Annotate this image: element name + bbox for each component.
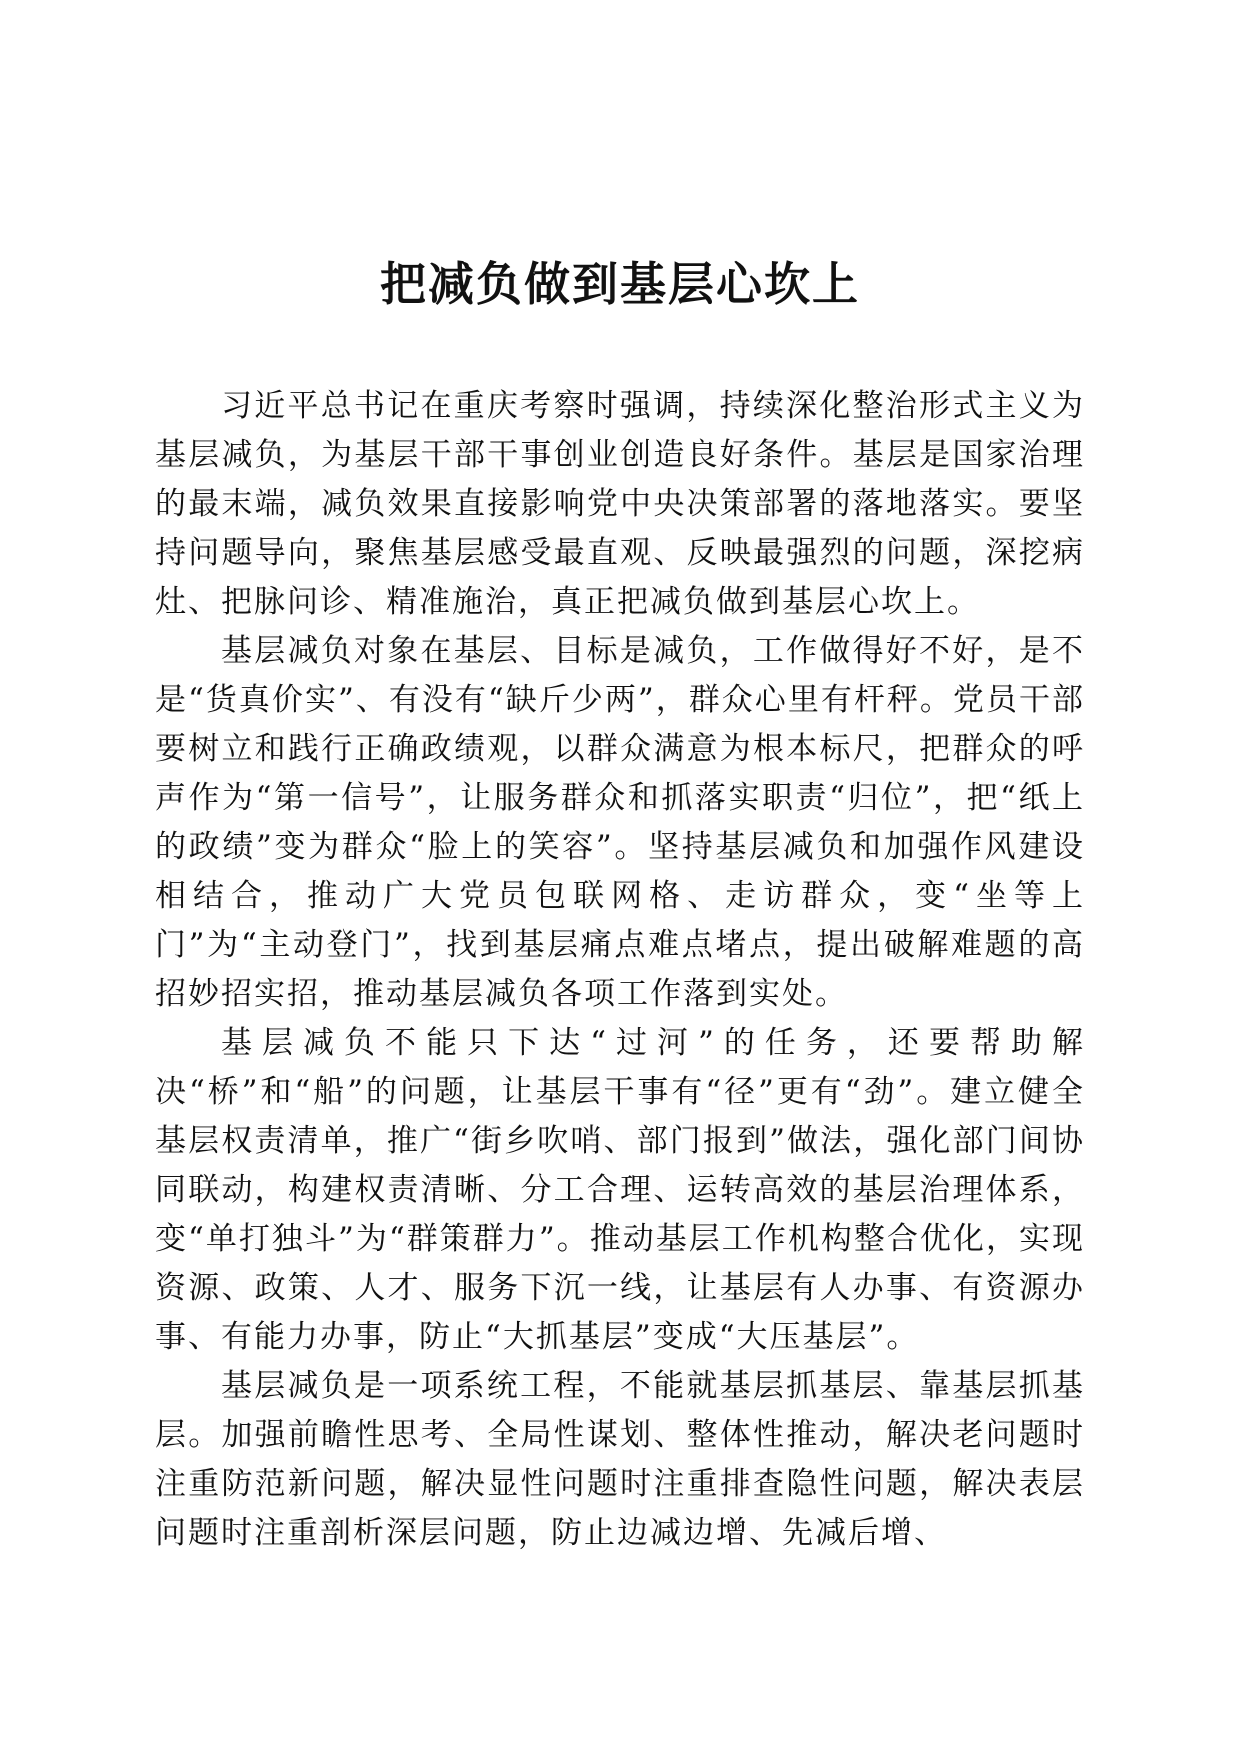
document-title: 把减负做到基层心坎上 (380, 257, 860, 311)
paragraph-4: 基层减负是一项系统工程，不能就基层抓基层、靠基层抓基层。加强前瞻性思考、全局性谋划、整体性推动，解决老问题时注重防范新问题，解决显性问题时注重排查隐性问题，解决表层问题时注重剖析深层问题，防止边减边增、先减后增、 (155, 1368, 1085, 1551)
paragraph-1: 习近平总书记在重庆考察时强调，持续深化整治形式主义为基层减负，为基层干部干事创业创造良好条件。基层是国家治理的最末端，减负效果直接影响党中央决策部署的落地落实。要坚持问题导向，聚焦基层感受最直观、反映最强烈的问题，深挖病灶、把脉问诊、精准施治，真正把减负做到基层心坎上。 (155, 388, 1085, 620)
paragraph-3: 基层减负不能只下达“过河”的任务，还要帮助解决“桥”和“船”的问题，让基层干事有“径”更有“劲”。建立健全基层权责清单，推广“街乡吹哨、部门报到”做法，强化部门间协同联动，构建权责清晰、分工合理、运转高效的基层治理体系，变“单打独斗”为“群策群力”。推动基层工作机构整合优化，实现资源、政策、人才、服务下沉一线，让基层有人办事、有资源办事、有能力办事，防止“大抓基层”变成“大压基层”。 (155, 1025, 1085, 1355)
document-body (155, 382, 1085, 1558)
paragraph-2: 基层减负对象在基层、目标是减负，工作做得好不好，是不是“货真价实”、有没有“缺斤少两”，群众心里有杆秤。党员干部要树立和践行正确政绩观，以群众满意为根本标尺，把群众的呼声作为“第一信号”，让服务群众和抓落实职责“归位”，把“纸上的政绩”变为群众“脸上的笑容”。坚持基层减负和加强作风建设相结合，推动广大党员包联网格、走访群众，变“坐等上门”为“主动登门”，找到基层痛点难点堵点，提出破解难题的高招妙招实招，推动基层减负各项工作落到实处。 (155, 633, 1085, 1012)
